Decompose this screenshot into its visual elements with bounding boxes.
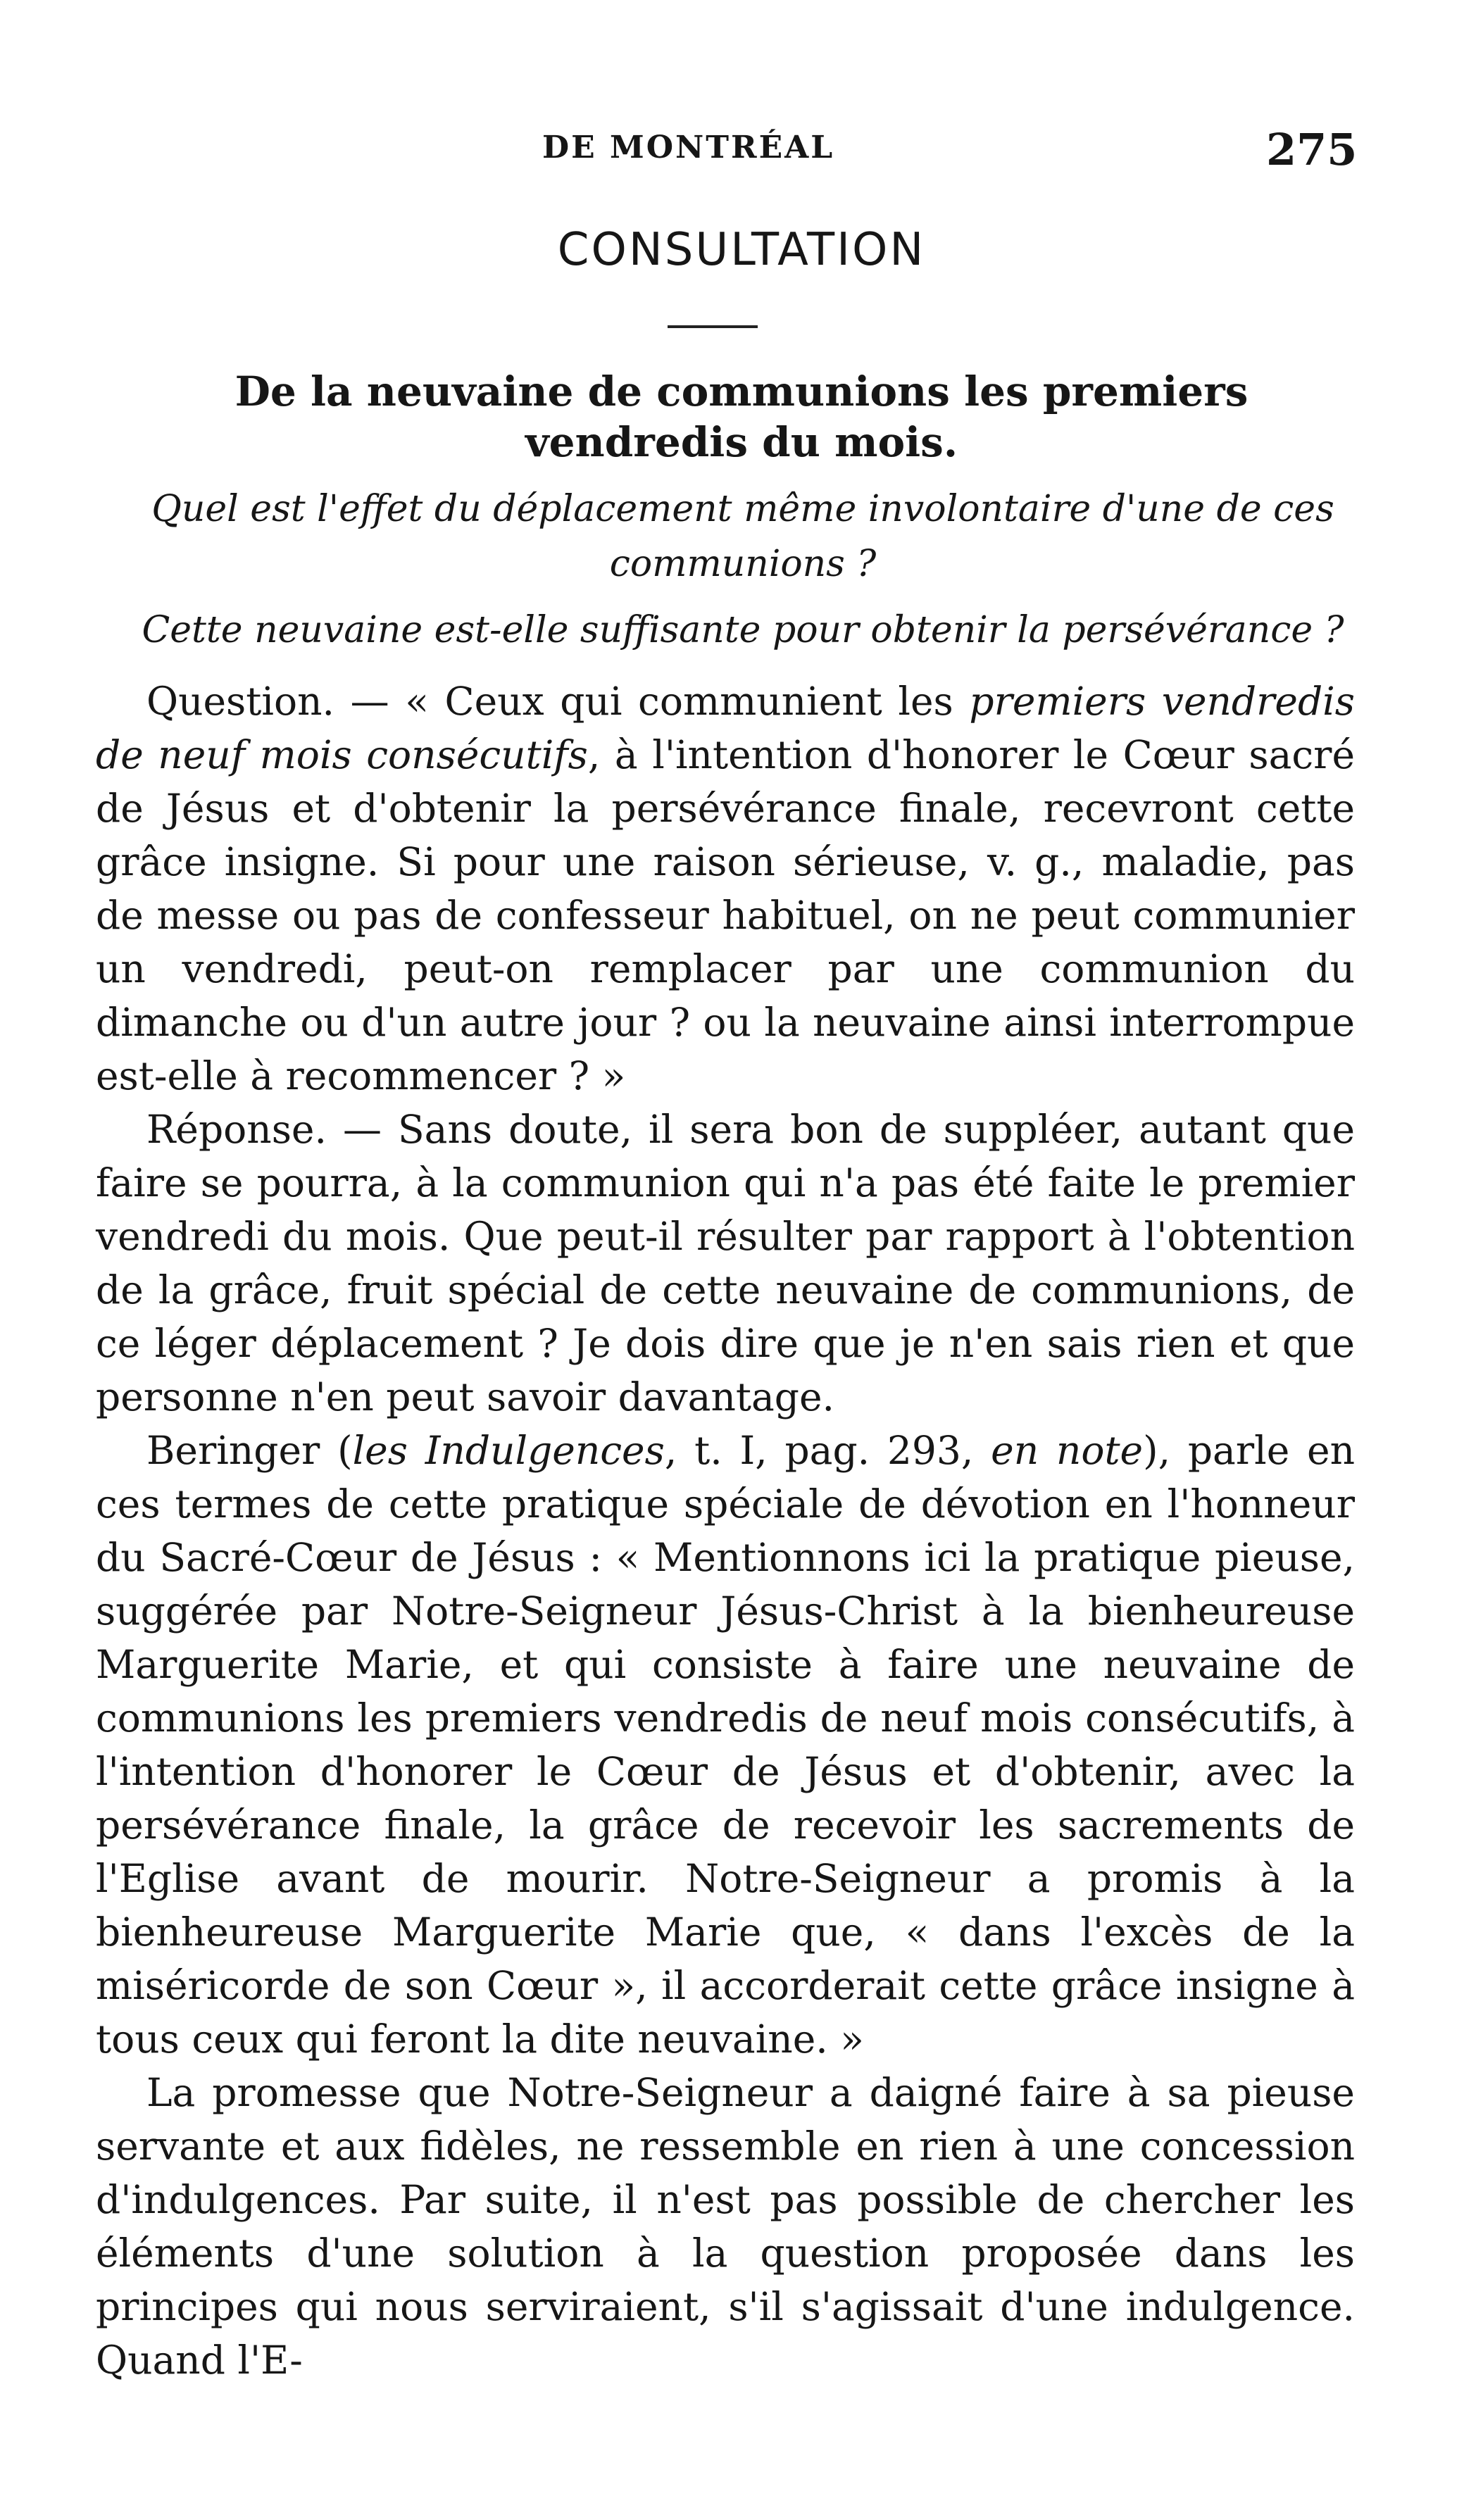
- beringer-lead: Beringer (: [146, 1428, 353, 1473]
- article-heading: De la neuvaine de communions les premiers vendredis du mois.: [234, 368, 1249, 466]
- body-text: [96, 675, 1355, 2387]
- question-rest: , à l'intention d'honorer le Cœur sacré de Jésus et d'obtenir la persévérance finale, recevront cette grâce insigne. Si pour une raison sérieuse, v. g., maladie, pas de messe ou pas de confesseur habituel, on ne peut communier un vendredi, peut-on remplacer par une communion du dimanche ou d'un autre jour ? ou la neuvaine ainsi interrompue est-elle à recommencer ? »: [96, 732, 1356, 1098]
- beringer-book-title: les Indulgences: [352, 1428, 665, 1473]
- beringer-reference: , t. I, pag. 293,: [664, 1428, 991, 1473]
- running-head-title: DE MONTRÉAL: [542, 130, 835, 165]
- section-title: CONSULTATION: [557, 224, 926, 276]
- beringer-paragraph: [96, 1424, 1355, 2066]
- page-number: 275: [1266, 124, 1358, 175]
- subquestion-2: Cette neuvaine est-elle suffisante pour obtenir la persévérance ?: [142, 609, 1344, 651]
- subquestion-1: Quel est l'effet du déplacement même involontaire d'une de ces communions ?: [151, 488, 1334, 585]
- last-paragraph: La promesse que Notre-Seigneur a daigné faire à sa pieuse servante et aux fidèles, ne ressemble en rien à une concession d'indulgences. Par suite, il n'est pas possible de chercher les éléments d'une solution à la question proposée dans les principes qui nous serviraient, s'il s'agissait d'une indulgence. Quand l'E-: [96, 2070, 1355, 2383]
- question-lead: Question. — « Ceux qui communient les: [146, 679, 970, 724]
- running-head: [0, 124, 1483, 173]
- beringer-note: en note: [991, 1428, 1144, 1473]
- question-emphasis: premiers vendredis de neuf mois consécutifs: [96, 679, 1355, 777]
- title-rule: [668, 325, 758, 328]
- beringer-rest: ), parle en ces termes de cette pratique spéciale de dévotion en l'honneur du Sacré-Cœur de Jésus : « Mentionnons ici la pratique pieuse, suggérée par Notre-Seigneur Jésus-Christ à la bienheureuse Marguerite Marie, et qui consiste à faire une neuvaine de communions les premiers vendredis de neuf mois consécutifs, à l'intention d'honorer le Cœur de Jésus et d'obtenir, avec la persévérance finale, la grâce de recevoir les sacrements de l'Eglise avant de mourir. Notre-Seigneur a promis à la bienheureuse Marguerite Marie que, « dans l'excès de la miséricorde de son Cœur », il accorderait cette grâce insigne à tous ceux qui feront la dite neuvaine. »: [96, 1428, 1356, 2062]
- question-paragraph: [96, 675, 1355, 1103]
- reponse-paragraph: Réponse. — Sans doute, il sera bon de suppléer, autant que faire se pourra, à la communion qui n'a pas été faite le premier vendredi du mois. Que peut-il résulter par rapport à l'obtention de la grâce, fruit spécial de cette neuvaine de communions, de ce léger déplacement ? Je dois dire que je n'en sais rien et que personne n'en peut savoir davantage.: [96, 1107, 1355, 1419]
